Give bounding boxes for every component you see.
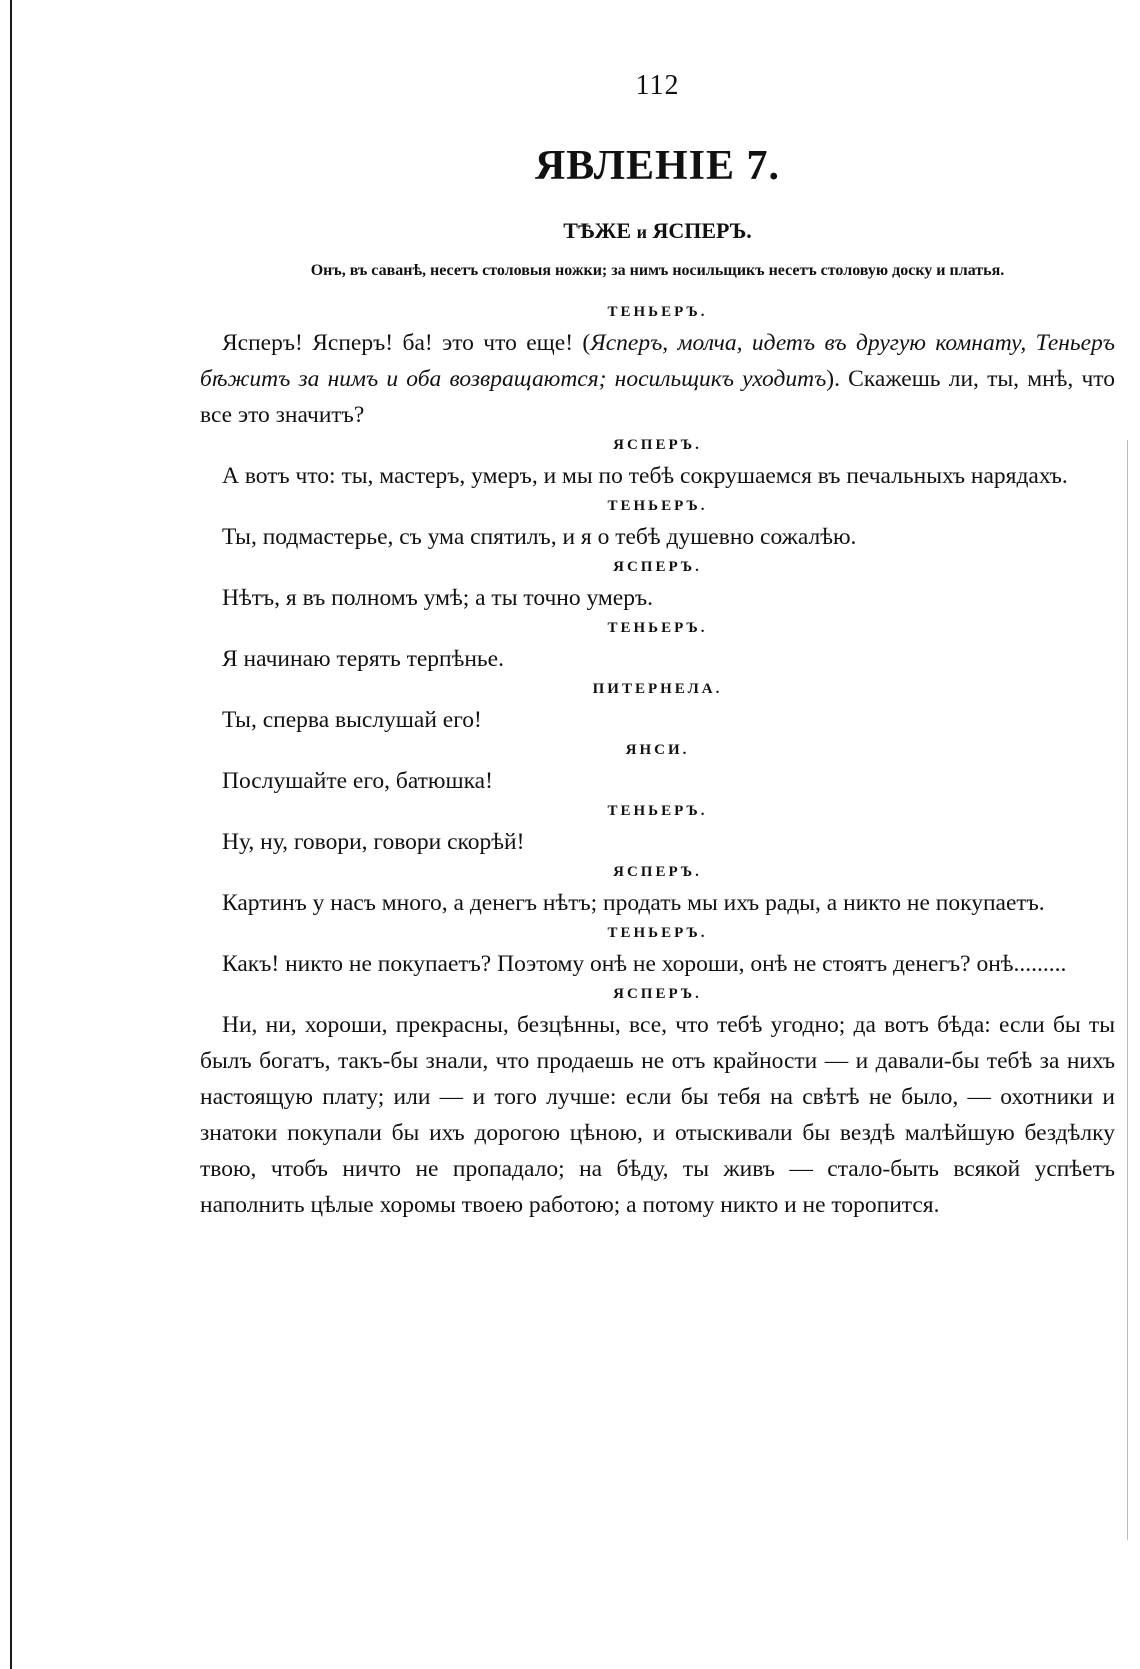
speech-text: ). Скажешь ли, ты, мнѣ, что все это значитъ? [200,366,1116,428]
page-edge-rule [10,0,12,1669]
scene-persons [200,218,1115,244]
speech-line: Послушайте его, батюшка! [222,768,493,794]
speaker-name: ЯНСИ. [625,742,690,758]
speaker-name: ЯСПЕРЪ. [613,986,702,1002]
speech-line: Ни, ни, хороши, прекрасны, безцѣнны, все, что тебѣ угодно; да вотъ бѣда: если бы ты былъ богатъ, такъ-бы знали, что продаешь не отъ крайности — и давали-бы тебѣ за нихъ настоящую плату; или — и того лучше: если бы тебя на свѣтѣ не было, — охотники и знатоки покупали бы ихъ дорогою цѣною, и отыскивали бы вездѣ малѣйшую бездѣлку твою, чтобъ ничто не пропадало; на бѣду, ты живъ — стало-быть всякой успѣетъ наполнить цѣлые хоромы твоею работою; а потому никто и не торопится. [200,1012,1115,1218]
speaker-name: ТЕНЬЕРЪ. [607,803,708,819]
speech-line: Ну, ну, говори, говори скорѣй! [222,829,525,855]
speech-line: Нѣтъ, я въ полномъ умѣ; а ты точно умеръ. [222,585,653,611]
speech-line [200,325,1115,433]
margin-rule [1127,440,1128,1540]
speaker-name: ТЕНЬЕРЪ. [607,304,708,320]
speech-line: Ты, подмастерье, съ ума спятилъ, и я о тебѣ душевно сожалѣю. [222,524,857,550]
speech-line: Ты, сперва выслушай его! [222,707,482,733]
speaker-name: ТЕНЬЕРЪ. [607,498,708,514]
speech-text: Ясперъ! Ясперъ! ба! это что еще! ( [222,330,591,356]
stage-direction: Онъ, въ саванѣ, несетъ столовыя ножки; за нимъ носильщикъ несетъ столовую доску и платья. [310,262,1005,279]
speech-line: Картинъ у насъ много, а денегъ нѣтъ; продать мы ихъ рады, а никто не покупаетъ. [222,890,1045,916]
speaker-name: ТЕНЬЕРЪ. [607,620,708,636]
speaker-name: ПИТЕРНЕЛА. [592,681,723,697]
speech-line: Я начинаю терять терпѣнье. [222,646,504,672]
persons-names-a: ТѢЖЕ [563,218,632,243]
speaker-name: ЯСПЕРЪ. [613,437,702,453]
persons-names-b: ЯСПЕРЪ. [652,218,752,243]
book-page [200,70,1115,1227]
speaker-name: ЯСПЕРЪ. [613,559,702,575]
speech-line: Какъ! никто не покупаетъ? Поэтому онѣ не хороши, онѣ не стоятъ денегъ? онѣ......... [222,951,1067,977]
page-number: 112 [635,70,680,101]
speaker-name: ЯСПЕРЪ. [613,864,702,880]
speech-line: А вотъ что: ты, мастеръ, умеръ, и мы по тебѣ сокрушаемся въ печальныхъ нарядахъ. [222,463,1068,489]
persons-conjunction: и [636,222,647,242]
speech-stage-direction: Ясперъ, молча, идетъ въ другую комнату, Теньеръ бѣжитъ за нимъ и оба возвращаются; носильщикъ уходитъ [200,330,1115,392]
scene-title: ЯВЛЕНІЕ 7. [534,143,781,189]
speaker-name: ТЕНЬЕРЪ. [607,925,708,941]
